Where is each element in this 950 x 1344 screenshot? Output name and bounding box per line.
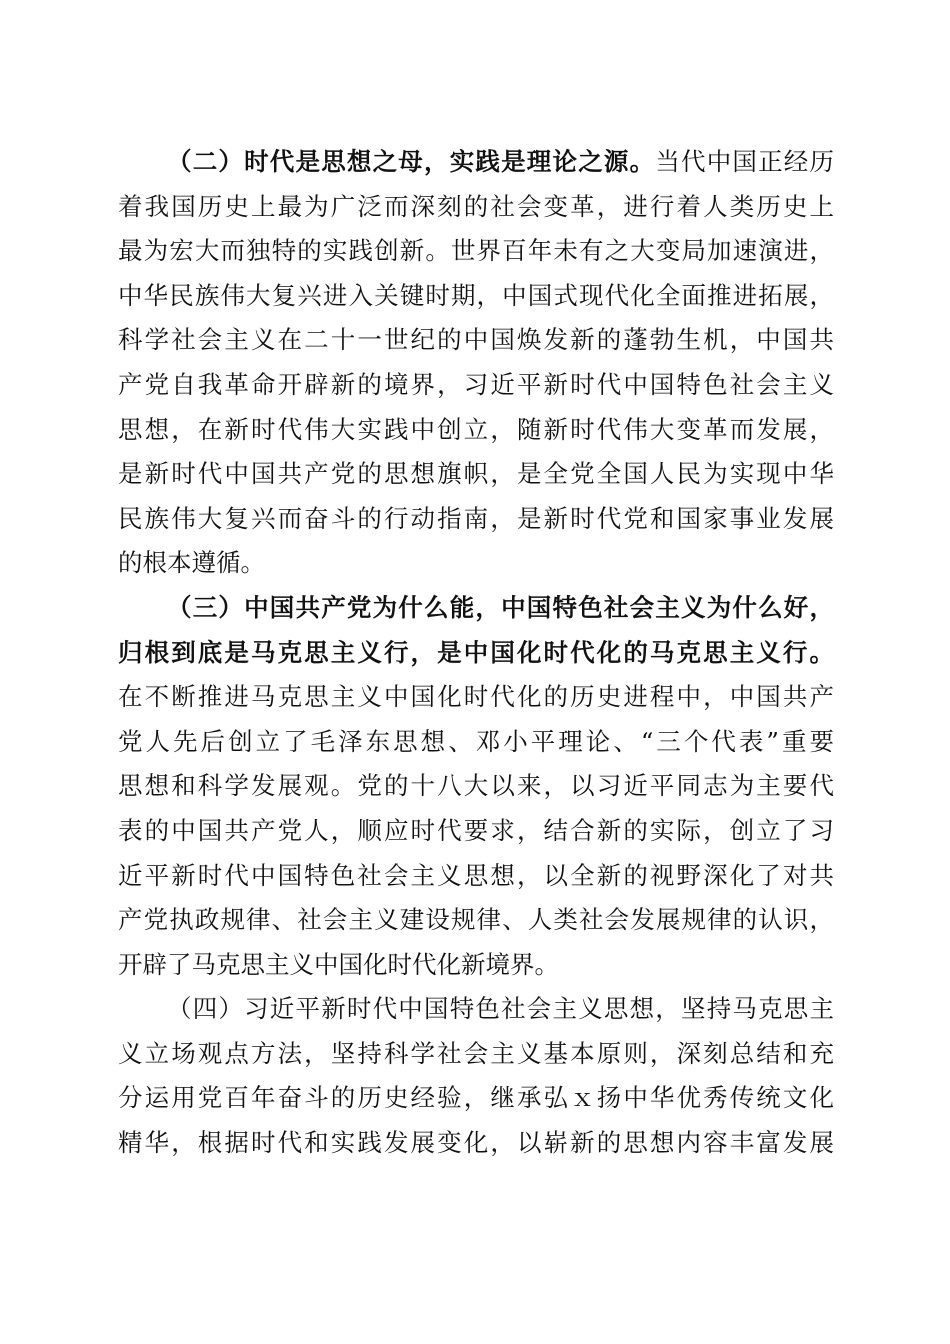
text-line: 产党执政规律、社会主义建设规律、人类社会发展规律的认识， (118, 905, 834, 935)
text-line: 科学社会主义在二十一世纪的中国焕发新的蓬勃生机，中国共 (118, 325, 834, 355)
text-line: 思想和科学发展观。党的十八大以来，以习近平同志为主要代 (118, 771, 834, 801)
text-line: 产党自我革命开辟新的境界，习近平新时代中国特色社会主义 (118, 369, 834, 399)
document-body (118, 140, 834, 1166)
text-line: 开辟了马克思主义中国化时代化新境界。 (118, 949, 559, 979)
text-line: 表的中国共产党人，顺应时代要求，结合新的实际，创立了习 (118, 815, 834, 845)
text-line: 义立场观点方法，坚持科学社会主义基本原则，深刻总结和充 (118, 1038, 834, 1068)
text-line: 在不断推进马克思主义中国化时代化的历史进程中，中国共产 (118, 682, 834, 712)
text-line: （三）中国共产党为什么能，中国特色社会主义为什么好， (167, 592, 834, 622)
text-line: （四）习近平新时代中国特色社会主义思想，坚持马克思主 (167, 994, 834, 1024)
paragraph-4 (118, 987, 834, 1165)
text-line (118, 140, 834, 185)
text-line: 归根到底是马克思主义行，是中国化时代化的马克思主义行。 (118, 637, 834, 667)
text-line: 的根本遵循。 (118, 548, 265, 578)
text-line: 着我国历史上最为广泛而深刻的社会变革，进行着人类历史上 (118, 191, 834, 221)
text-line: 精华，根据时代和实践发展变化，以崭新的思想内容丰富发展 (118, 1128, 834, 1158)
paragraph-2 (118, 140, 834, 586)
text-line: 思想，在新时代伟大实践中创立，随新时代伟大变革而发展， (118, 414, 834, 444)
text-line: 党人先后创立了毛泽东思想、邓小平理论、“三个代表”重要 (118, 726, 834, 756)
text-line: 分运用党百年奋斗的历史经验，继承弘ｘ扬中华优秀传统文化 (118, 1083, 834, 1113)
paragraph-lead: （二）时代是思想之母，实践是理论之源。 (167, 147, 656, 176)
text-line-rest: 当代中国正经历 (655, 147, 835, 176)
text-line: 近平新时代中国特色社会主义思想，以全新的视野深化了对共 (118, 860, 834, 890)
text-line: 民族伟大复兴而奋斗的行动指南，是新时代党和国家事业发展 (118, 503, 834, 533)
text-line: 中华民族伟大复兴进入关键时期，中国式现代化全面推进拓展， (118, 280, 834, 310)
text-line: 是新时代中国共产党的思想旗帜，是全党全国人民为实现中华 (118, 459, 834, 489)
paragraph-3 (118, 586, 834, 987)
text-line: 最为宏大而独特的实践创新。世界百年未有之大变局加速演进， (118, 236, 834, 266)
